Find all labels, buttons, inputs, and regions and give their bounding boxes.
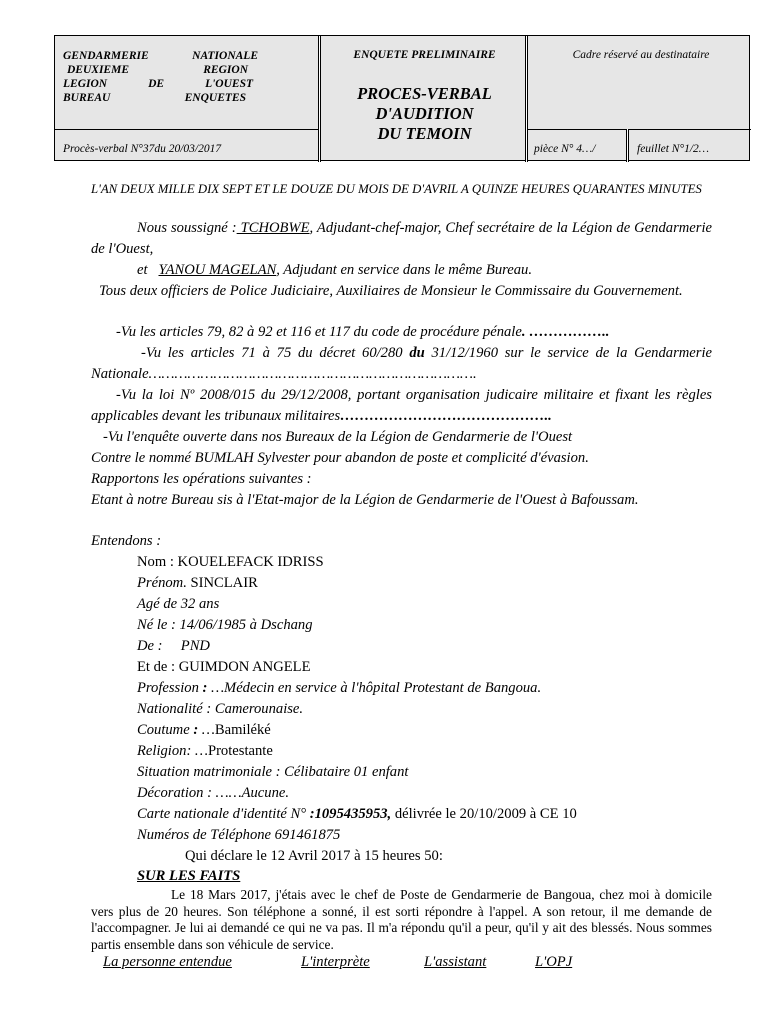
witness-id-card: Carte nationale d'identité N° :1095435953, délivrée le 20/10/2009 à CE 10: [137, 806, 577, 822]
org-line-4: BUREAU ENQUETES: [63, 92, 246, 104]
location-line: Etant à notre Bureau sis à l'Etat-major de la Légion de Gendarmerie de l'Ouest à Bafoussam.: [91, 492, 639, 508]
officer-1: Nous soussigné : TCHOBWE, Adjudant-chef-major, Chef secrétaire de la Légion de Gendarmerie de l'Ouest,: [91, 220, 712, 257]
entendons-line: Entendons :: [91, 533, 162, 549]
divider: [525, 36, 528, 162]
facts-paragraph: Le 18 Mars 2017, j'étais avec le chef de Poste de Gendarmerie de Bangoua, chez moi à domicile vers plus de 20 heures. Son téléphone a sonné, il est sorti répondre à l'appel. A son retour, il me demande de l'accompagner. Je lui ai demandé ce qui ne va pas. Il m'a répondu qu'il a peur, qu'il y ait des blessés. Nous sommes partis ensemble dans son véhicule de service.: [91, 887, 712, 952]
date-line: L'AN DEUX MILLE DIX SEPT ET LE DOUZE DU MOIS DE D'AVRIL A QUINZE HEURES QUARANTES MINUTES: [91, 182, 702, 196]
divider: [626, 129, 629, 162]
recipient-box-label: Cadre réservé au destinataire: [572, 49, 710, 61]
witness-birth: Né le : 14/06/1985 à Dschang: [137, 617, 313, 633]
signature-interpreter: L'interprète: [301, 954, 370, 970]
operations-line: Rapportons les opérations suivantes :: [91, 471, 312, 487]
section-heading: SUR LES FAITS: [137, 868, 241, 884]
divider: [55, 129, 318, 130]
officers-quality: Tous deux officiers de Police Judiciaire, Auxiliaires de Monsieur le Commissaire du Gouvernement.: [99, 283, 683, 299]
legal-ref-2: -Vu les articles 71 à 75 du décret 60/280 du 31/12/1960 sur le service de la Gendarmerie Nationale………………………………………………………………….: [91, 345, 712, 382]
witness-decoration: Décoration : ……Aucune.: [137, 785, 289, 801]
declaration-line: Qui déclare le 12 Avril 2017 à 15 heures 50:: [185, 848, 443, 864]
legal-ref-1: -Vu les articles 79, 82 à 92 et 116 et 117 du code de procédure pénale. ……………..: [116, 324, 610, 340]
signature-assistant: L'assistant: [424, 954, 487, 970]
legal-ref-3: -Vu la loi Nº 2008/015 du 29/12/2008, portant organisation judicaire militaire et fixant les règles applicables devant les tribunaux militaires……………………………………..: [91, 387, 712, 424]
witness-phone: Numéros de Téléphone 691461875: [137, 827, 341, 843]
witness-name: Nom : KOUELEFACK IDRISS: [137, 554, 324, 570]
org-line-3: LEGION DE L'OUEST: [63, 78, 253, 90]
witness-custom: Coutume : …Bamiléké: [137, 722, 271, 738]
org-line-2: DEUXIEME REGION: [67, 64, 248, 76]
signature-witness: La personne entendue: [103, 954, 232, 970]
enquete-type: ENQUETE PRELIMINAIRE: [353, 49, 496, 61]
witness-father: De : PND: [137, 638, 210, 654]
witness-marital: Situation matrimoniale : Célibataire 01 enfant: [137, 764, 409, 780]
signature-opj: L'OPJ: [535, 954, 573, 970]
unit-block: [63, 49, 258, 105]
pv-number: Procès-verbal N°37du 20/03/2017: [63, 143, 222, 155]
org-line-1: GENDARMERIE NATIONALE: [63, 50, 258, 62]
sheet-number: feuillet N°1/2…: [637, 143, 709, 155]
suspect-line: Contre le nommé BUMLAH Sylvester pour abandon de poste et complicité d'évasion.: [91, 450, 589, 466]
witness-mother: Et de : GUIMDON ANGELE: [137, 659, 311, 675]
witness-age: Agé de 32 ans: [137, 596, 220, 612]
witness-nationality: Nationalité : Camerounaise.: [137, 701, 304, 717]
document-title: PROCES-VERBAL D'AUDITION DU TEMOIN: [357, 84, 492, 143]
divider: [318, 36, 321, 162]
header-box: [54, 35, 750, 161]
legal-ref-4: -Vu l'enquête ouverte dans nos Bureaux de la Légion de Gendarmerie de l'Ouest: [103, 429, 573, 445]
witness-profession: Profession : …Médecin en service à l'hôpital Protestant de Bangoua.: [137, 680, 542, 696]
witness-religion: Religion: …Protestante: [137, 743, 273, 759]
witness-firstname: Prénom. SINCLAIR: [137, 575, 258, 591]
officer-2: et YANOU MAGELAN, Adjudant en service dans le même Bureau.: [137, 262, 532, 278]
piece-number: pièce N° 4…/: [534, 143, 596, 155]
divider: [527, 129, 751, 130]
